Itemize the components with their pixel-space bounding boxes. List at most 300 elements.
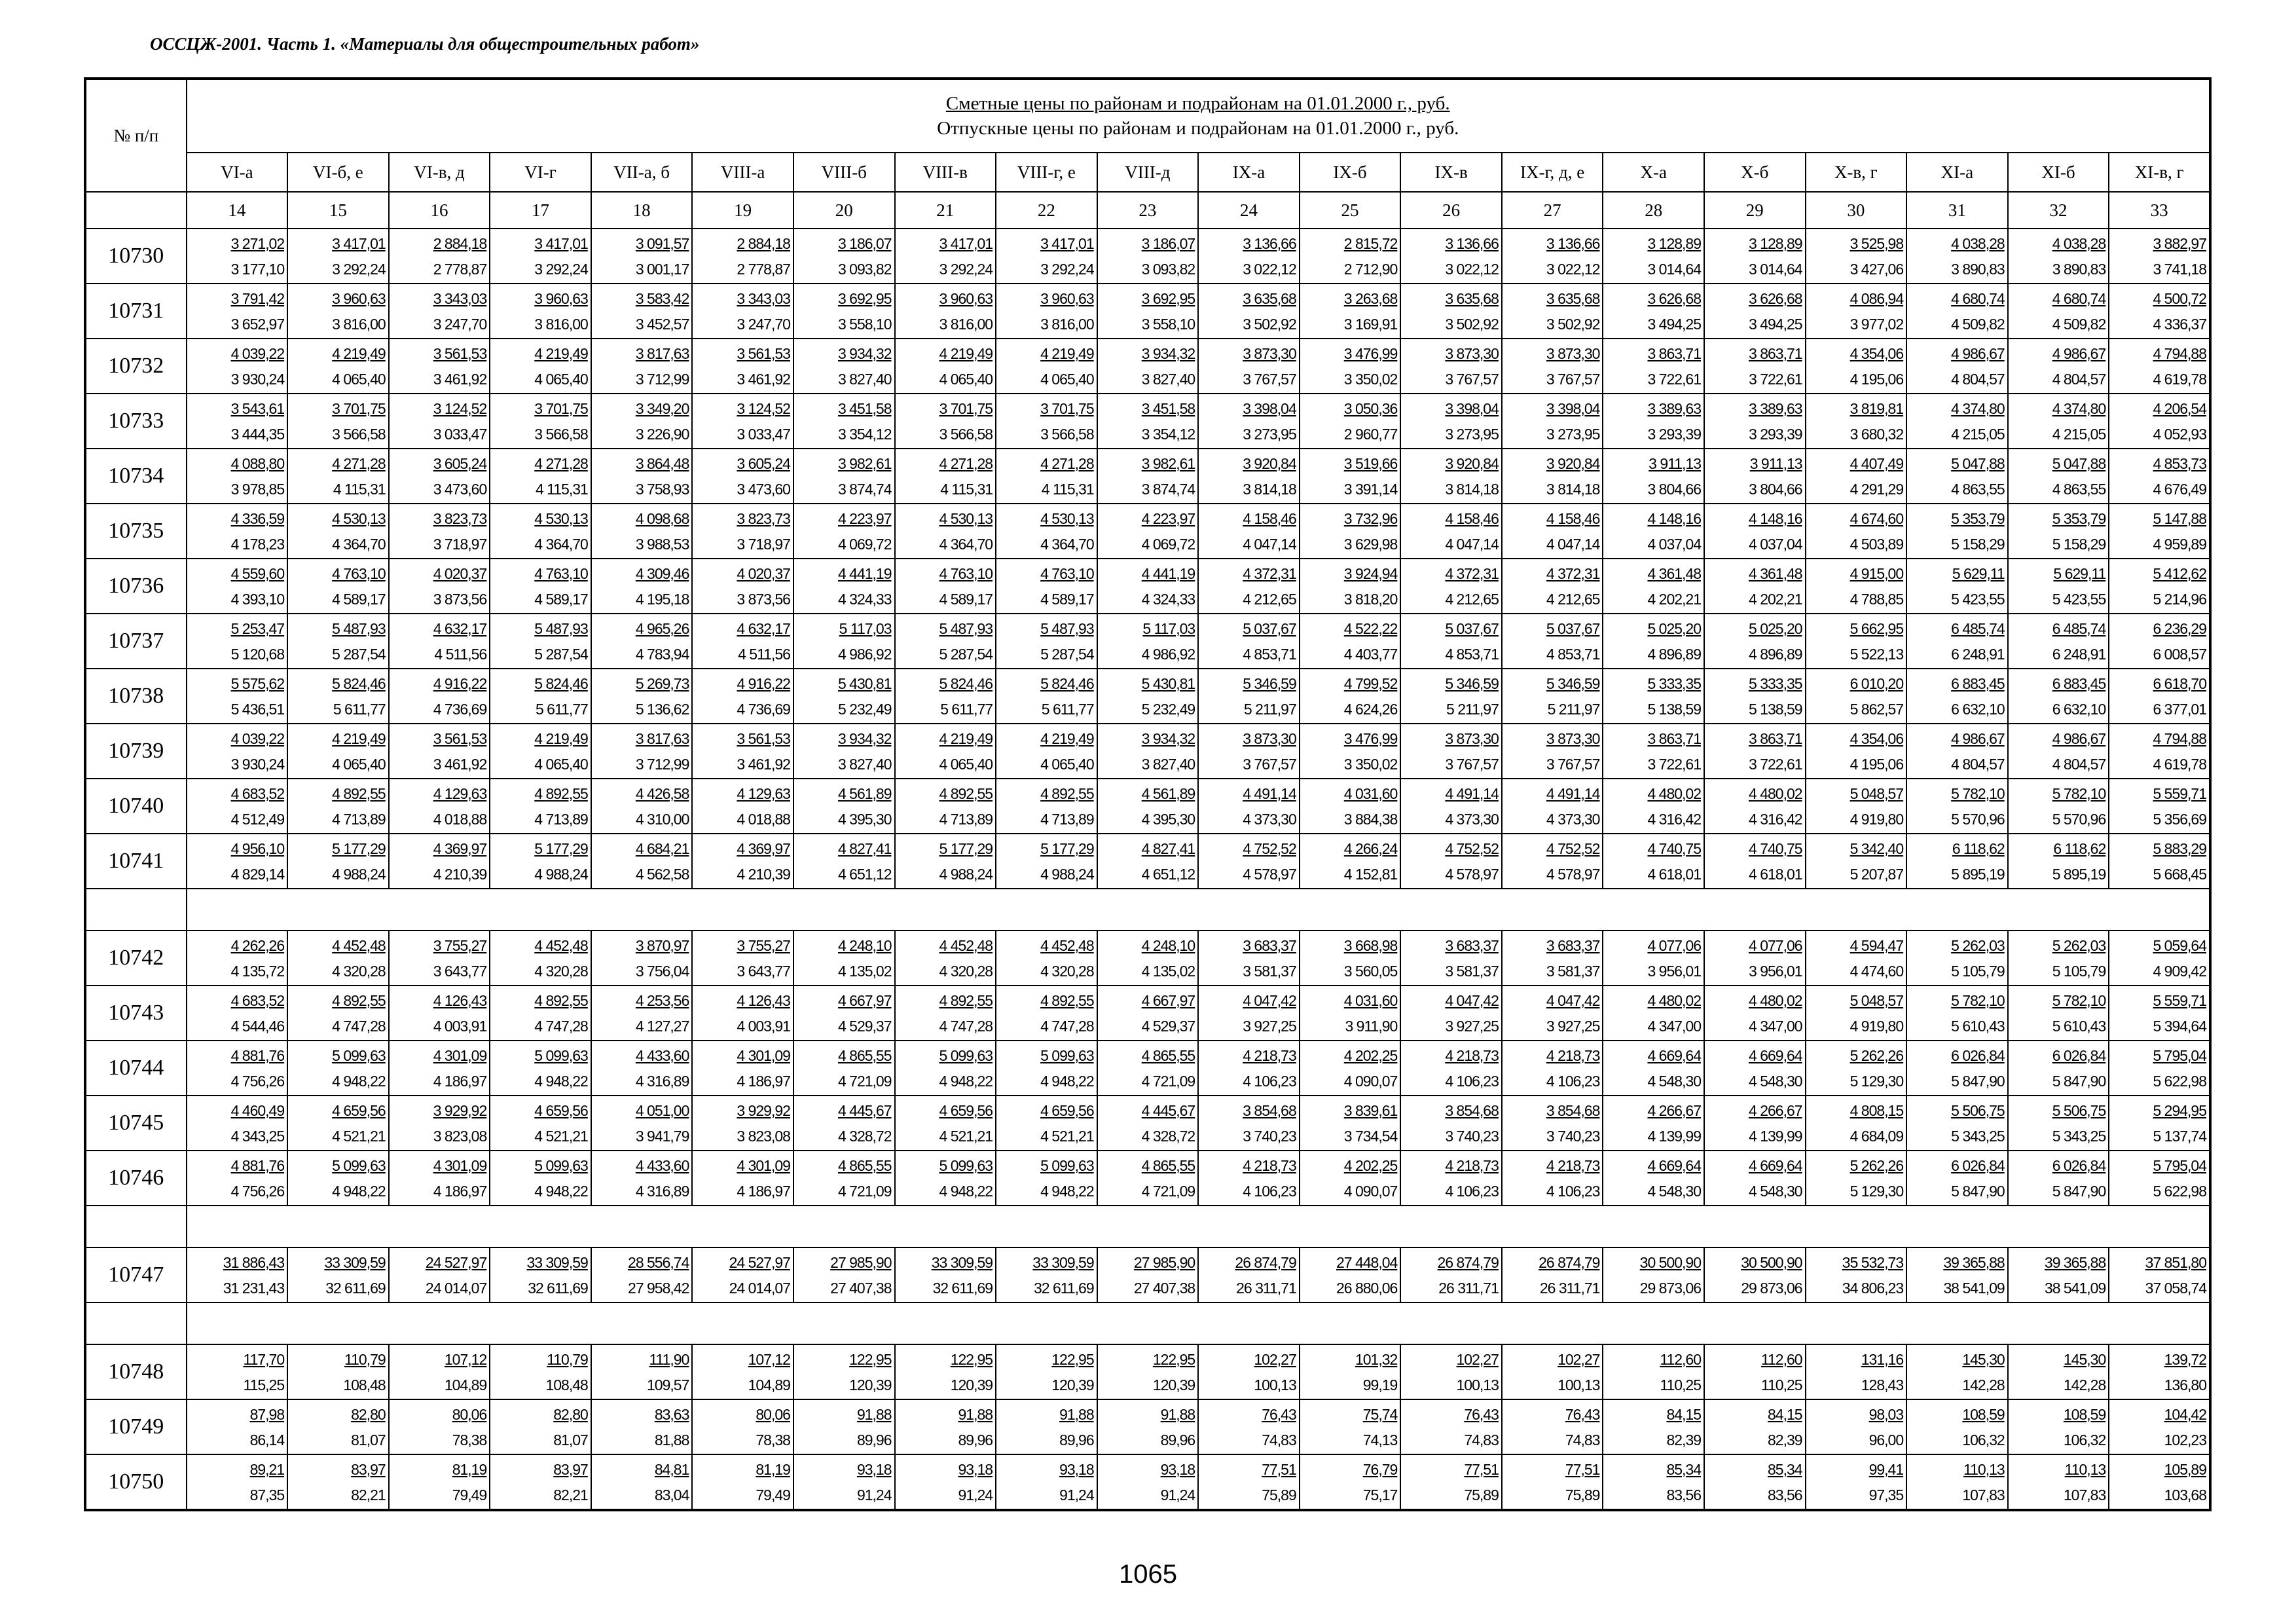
estimated-price: 82,80 (351, 1406, 386, 1423)
row-number: 10747 (85, 1247, 187, 1302)
price-cell (1603, 1041, 1704, 1096)
price-cell (287, 284, 389, 339)
release-price: 4 373,30 (1243, 811, 1296, 828)
release-price: 5 611,77 (1041, 701, 1094, 718)
release-price: 3 816,00 (939, 316, 993, 333)
release-price: 3 818,20 (1343, 591, 1398, 608)
column-header: VIII-б (793, 153, 895, 192)
estimated-price: 4 223,97 (1141, 510, 1195, 527)
release-price: 5 343,25 (2052, 1128, 2106, 1145)
release-price: 91,24 (1160, 1486, 1195, 1504)
price-cell (1906, 339, 2008, 394)
price-cell (1097, 1454, 1199, 1510)
row-number: 10745 (85, 1096, 187, 1151)
release-price: 107,83 (1962, 1486, 2005, 1504)
price-cell (1300, 1041, 1401, 1096)
price-cell (692, 449, 793, 504)
release-price: 4 090,07 (1343, 1073, 1398, 1090)
price-cell (1603, 1247, 1704, 1302)
price-cell (1502, 614, 1603, 669)
price-cell (1806, 504, 1907, 559)
estimated-price: 4 369,97 (737, 840, 790, 857)
release-price: 4 215,05 (2052, 426, 2106, 443)
estimated-price: 5 048,57 (1850, 785, 1904, 802)
release-price: 4 195,06 (1850, 756, 1904, 773)
estimated-price: 5 346,59 (1546, 675, 1600, 692)
price-cell (1300, 1151, 1401, 1206)
release-price: 26 311,71 (1236, 1280, 1296, 1297)
column-header: XI-в, г (2109, 153, 2210, 192)
release-price: 3 740,23 (1243, 1128, 1296, 1145)
release-price: 5 622,98 (2153, 1183, 2206, 1200)
table-row (85, 614, 2210, 669)
price-cell (996, 229, 1097, 284)
price-cell (692, 284, 793, 339)
price-cell (793, 229, 895, 284)
release-price: 75,89 (1565, 1486, 1600, 1504)
price-cell (1603, 449, 1704, 504)
price-cell (1300, 229, 1401, 284)
estimated-price: 5 559,71 (2153, 785, 2206, 802)
price-cell (591, 724, 693, 779)
price-cell (692, 1454, 793, 1510)
price-cell (287, 1096, 389, 1151)
release-price: 4 804,57 (1951, 756, 2005, 773)
release-price: 4 548,30 (1647, 1183, 1701, 1200)
release-price: 89,96 (1160, 1431, 1195, 1449)
release-price: 4 713,89 (1040, 811, 1094, 828)
estimated-price: 4 218,73 (1445, 1157, 1499, 1174)
column-header: X-в, г (1806, 153, 1907, 192)
release-price: 4 948,22 (939, 1183, 993, 1200)
estimated-price: 4 301,09 (433, 1157, 487, 1174)
price-cell (490, 669, 591, 724)
estimated-price: 4 881,76 (230, 1157, 285, 1174)
row-number: 10742 (85, 931, 187, 986)
price-cell (1906, 669, 2008, 724)
estimated-price: 4 752,52 (1546, 840, 1600, 857)
price-cell (1400, 1399, 1502, 1454)
estimated-price: 5 099,63 (1040, 1157, 1094, 1174)
price-cell (1502, 1151, 1603, 1206)
column-index: 26 (1400, 192, 1502, 229)
estimated-price: 4 522,22 (1343, 620, 1398, 637)
release-price: 4 127,27 (635, 1018, 689, 1035)
estimated-price: 5 487,93 (1040, 620, 1094, 637)
table-row (85, 1096, 2210, 1151)
release-price: 106,32 (1962, 1431, 2005, 1449)
estimated-price: 4 445,67 (837, 1102, 892, 1119)
estimated-price: 117,70 (243, 1351, 285, 1368)
estimated-price: 98,03 (1868, 1406, 1904, 1423)
release-price: 4 544,46 (230, 1018, 285, 1035)
table-row (85, 669, 2210, 724)
estimated-price: 5 487,93 (534, 620, 588, 637)
release-price: 4 018,88 (737, 811, 790, 828)
price-cell (591, 779, 693, 834)
price-cell (591, 284, 693, 339)
price-cell (1502, 986, 1603, 1041)
release-price: 4 684,09 (1850, 1128, 1904, 1145)
estimated-price: 3 136,66 (1445, 235, 1499, 252)
estimated-price: 4 480,02 (1749, 785, 1802, 802)
price-cell (389, 931, 490, 986)
column-header: X-б (1704, 153, 1806, 192)
price-cell (187, 339, 288, 394)
price-cell (389, 1399, 490, 1454)
estimated-price: 3 683,37 (1445, 937, 1499, 954)
estimated-price: 3 186,07 (837, 235, 892, 252)
estimated-price: 26 874,79 (1539, 1254, 1600, 1271)
price-cell (1300, 834, 1401, 889)
price-cell (1704, 229, 1806, 284)
table-row (85, 1247, 2210, 1302)
estimated-price: 3 343,03 (737, 290, 790, 307)
release-price: 5 211,97 (1446, 701, 1499, 718)
price-cell (1603, 1344, 1704, 1399)
release-price: 5 105,79 (2052, 963, 2106, 980)
release-price: 5 287,54 (534, 646, 588, 663)
release-price: 3 169,91 (1343, 316, 1398, 333)
row-number: 10734 (85, 449, 187, 504)
release-price: 3 930,24 (230, 371, 285, 388)
price-cell (287, 931, 389, 986)
estimated-price: 3 873,30 (1546, 730, 1600, 747)
release-price: 5 343,25 (1951, 1128, 2005, 1145)
release-price: 4 948,22 (332, 1073, 386, 1090)
column-header: VIII-д (1097, 153, 1199, 192)
release-price: 82,39 (1768, 1431, 1802, 1449)
price-cell (1906, 834, 2008, 889)
price-cell (1806, 1041, 1907, 1096)
estimated-price: 3 863,71 (1749, 730, 1802, 747)
estimated-price: 110,79 (547, 1351, 588, 1368)
estimated-price: 4 956,10 (230, 840, 285, 857)
estimated-price: 3 920,84 (1243, 455, 1296, 472)
release-price: 81,07 (351, 1431, 386, 1449)
estimated-price: 4 126,43 (433, 992, 487, 1009)
price-cell (1502, 1096, 1603, 1151)
price-cell (895, 1344, 996, 1399)
price-cell (692, 1151, 793, 1206)
estimated-price: 4 667,97 (1141, 992, 1195, 1009)
price-cell (996, 779, 1097, 834)
price-cell (389, 1247, 490, 1302)
release-price: 4 347,00 (1647, 1018, 1701, 1035)
estimated-price: 4 827,41 (837, 840, 892, 857)
release-price: 24 014,07 (425, 1280, 487, 1297)
release-price: 4 065,40 (332, 371, 386, 388)
price-cell (591, 1454, 693, 1510)
price-cell (287, 1151, 389, 1206)
release-price: 104,89 (748, 1376, 790, 1393)
column-header: VIII-а (692, 153, 793, 192)
release-price: 74,83 (1262, 1431, 1296, 1449)
price-cell (1906, 559, 2008, 614)
release-price: 5 862,57 (1850, 701, 1904, 718)
price-cell (793, 1344, 895, 1399)
estimated-price: 107,12 (748, 1351, 790, 1368)
price-cell (2109, 1151, 2210, 1206)
release-price: 4 511,56 (738, 646, 790, 663)
release-price: 81,07 (553, 1431, 588, 1449)
estimated-price: 4 433,60 (635, 1157, 689, 1174)
price-cell (490, 614, 591, 669)
price-cell (692, 986, 793, 1041)
price-cell (2109, 339, 2210, 394)
price-cell (389, 834, 490, 889)
estimated-price: 4 561,89 (837, 785, 892, 802)
release-price: 27 407,38 (1133, 1280, 1195, 1297)
estimated-price: 6 618,70 (2153, 675, 2206, 692)
estimated-price: 4 372,31 (1546, 565, 1600, 582)
estimated-price: 5 629,11 (2053, 565, 2106, 582)
column-index: 20 (793, 192, 895, 229)
release-price: 3 354,12 (837, 426, 892, 443)
price-cell (996, 559, 1097, 614)
release-price: 5 211,97 (1547, 701, 1600, 718)
estimated-price: 3 476,99 (1343, 345, 1398, 362)
estimated-price: 102,27 (1456, 1351, 1499, 1368)
estimated-price: 4 594,47 (1850, 937, 1904, 954)
estimated-price: 122,95 (849, 1351, 892, 1368)
estimated-price: 89,21 (249, 1461, 285, 1478)
release-price: 82,39 (1666, 1431, 1701, 1449)
release-price: 4 988,24 (1040, 866, 1094, 883)
estimated-price: 5 099,63 (332, 1047, 386, 1064)
estimated-price: 5 883,29 (2153, 840, 2206, 857)
price-cell (591, 559, 693, 614)
release-price: 4 948,22 (534, 1183, 588, 1200)
price-cell (1400, 559, 1502, 614)
release-price: 5 522,13 (1850, 646, 1904, 663)
estimated-price: 83,63 (654, 1406, 689, 1423)
estimated-price: 4 794,88 (2153, 345, 2206, 362)
price-cell (996, 986, 1097, 1041)
estimated-price: 6 485,74 (2052, 620, 2106, 637)
estimated-price: 3 854,68 (1445, 1102, 1499, 1119)
estimated-price: 4 266,67 (1749, 1102, 1802, 1119)
price-cell (591, 229, 693, 284)
price-cell (2008, 394, 2109, 449)
release-price: 3 823,08 (433, 1128, 487, 1145)
estimated-price: 84,15 (1666, 1406, 1701, 1423)
estimated-price: 3 960,63 (534, 290, 588, 307)
estimated-price: 4 219,49 (939, 345, 993, 362)
price-cell (591, 931, 693, 986)
price-cell (1400, 1041, 1502, 1096)
estimated-price: 5 487,93 (939, 620, 993, 637)
price-cell (692, 504, 793, 559)
price-cell (1502, 559, 1603, 614)
estimated-price: 3 626,68 (1647, 290, 1701, 307)
price-cell (2109, 1399, 2210, 1454)
estimated-price: 5 177,29 (332, 840, 386, 857)
price-cell (490, 986, 591, 1041)
price-cell (1300, 779, 1401, 834)
release-price: 2 712,90 (1343, 261, 1398, 278)
price-cell (895, 724, 996, 779)
table-row (85, 1399, 2210, 1454)
row-number: 10736 (85, 559, 187, 614)
estimated-price: 3 692,95 (1141, 290, 1195, 307)
price-cell (692, 1096, 793, 1151)
release-price: 3 927,25 (1546, 1018, 1600, 1035)
price-cell (490, 931, 591, 986)
release-price: 4 065,40 (534, 371, 588, 388)
estimated-price: 3 605,24 (433, 455, 487, 472)
release-price: 4 047,14 (1243, 536, 1296, 553)
release-price: 3 652,97 (230, 316, 285, 333)
price-cell (187, 1041, 288, 1096)
release-price: 3 494,25 (1647, 316, 1701, 333)
price-cell (1198, 229, 1300, 284)
release-price: 6 377,01 (2153, 701, 2206, 718)
estimated-price: 4 433,60 (635, 1047, 689, 1064)
price-cell (1097, 504, 1199, 559)
estimated-price: 4 047,42 (1445, 992, 1499, 1009)
release-price: 4 106,23 (1546, 1183, 1600, 1200)
estimated-price: 3 263,68 (1343, 290, 1398, 307)
release-price: 26 311,71 (1539, 1280, 1600, 1297)
estimated-price: 80,06 (452, 1406, 487, 1423)
price-cell (895, 614, 996, 669)
estimated-price: 4 031,60 (1343, 785, 1398, 802)
release-price: 4 676,49 (2153, 481, 2206, 498)
price-cell (1097, 986, 1199, 1041)
estimated-price: 4 827,41 (1141, 840, 1195, 857)
release-price: 107,83 (2063, 1486, 2106, 1504)
release-price: 4 178,23 (230, 536, 285, 553)
release-price: 3 804,66 (1647, 481, 1701, 498)
estimated-price: 4 020,37 (737, 565, 790, 582)
estimated-price: 4 892,55 (1040, 992, 1094, 1009)
release-price: 3 022,12 (1546, 261, 1600, 278)
release-price: 110,25 (1660, 1376, 1701, 1393)
estimated-price: 77,51 (1464, 1461, 1499, 1478)
estimated-price: 4 683,52 (230, 785, 285, 802)
estimated-price: 5 662,95 (1850, 620, 1904, 637)
price-cell (2008, 986, 2109, 1041)
price-cell (793, 394, 895, 449)
release-price: 108,48 (545, 1376, 588, 1393)
price-cell (1704, 931, 1806, 986)
estimated-price: 3 186,07 (1141, 235, 1195, 252)
estimated-price: 4 262,26 (230, 937, 285, 954)
estimated-price: 4 763,10 (534, 565, 588, 582)
estimated-price: 76,43 (1464, 1406, 1499, 1423)
release-price: 3 722,61 (1647, 756, 1701, 773)
estimated-price: 24 527,97 (425, 1254, 487, 1271)
estimated-price: 33 309,59 (324, 1254, 386, 1271)
estimated-price: 4 452,48 (332, 937, 386, 954)
price-cell (187, 559, 288, 614)
release-price: 5 847,90 (2052, 1073, 2106, 1090)
estimated-price: 5 824,46 (1040, 675, 1094, 692)
release-price: 4 135,02 (837, 963, 892, 980)
price-cell (692, 229, 793, 284)
release-price: 4 988,24 (534, 866, 588, 883)
release-price: 5 570,96 (2052, 811, 2106, 828)
price-cell (1603, 1096, 1704, 1151)
estimated-price: 110,79 (344, 1351, 386, 1368)
price-cell (591, 1344, 693, 1399)
release-price: 3 827,40 (1141, 756, 1195, 773)
estimated-price: 26 874,79 (1437, 1254, 1499, 1271)
price-cell (1198, 779, 1300, 834)
estimated-price: 5 269,73 (635, 675, 689, 692)
row-number: 10730 (85, 229, 187, 284)
price-cell (1603, 1399, 1704, 1454)
price-cell (2109, 504, 2210, 559)
price-cell (2109, 1344, 2210, 1399)
release-price: 3 033,47 (737, 426, 790, 443)
table-row (85, 449, 2210, 504)
release-price: 3 767,57 (1243, 371, 1296, 388)
estimated-price: 5 253,47 (230, 620, 285, 637)
price-cell (287, 614, 389, 669)
release-price: 5 136,62 (635, 701, 689, 718)
estimated-price: 93,18 (958, 1461, 993, 1478)
price-cell (389, 1344, 490, 1399)
price-cell (490, 834, 591, 889)
price-cell (793, 449, 895, 504)
price-cell (692, 724, 793, 779)
release-price: 109,57 (647, 1376, 689, 1393)
estimated-price: 3 823,73 (433, 510, 487, 527)
price-cell (895, 1151, 996, 1206)
release-price: 3 978,85 (230, 481, 285, 498)
price-cell (1400, 779, 1502, 834)
estimated-price: 4 219,49 (332, 345, 386, 362)
price-cell (389, 449, 490, 504)
estimated-price: 4 219,49 (534, 345, 588, 362)
price-cell (1502, 339, 1603, 394)
release-price: 4 393,10 (230, 591, 285, 608)
estimated-price: 3 635,68 (1445, 290, 1499, 307)
release-price: 4 829,14 (230, 866, 285, 883)
release-price: 3 629,98 (1343, 536, 1398, 553)
estimated-price: 4 372,31 (1445, 565, 1499, 582)
release-price: 4 988,24 (939, 866, 993, 883)
release-price: 6 632,10 (1951, 701, 2005, 718)
column-index: 15 (287, 192, 389, 229)
price-cell (2008, 559, 2109, 614)
price-cell (591, 339, 693, 394)
price-cell (1704, 1096, 1806, 1151)
release-price: 3 956,01 (1749, 963, 1802, 980)
price-cell (187, 394, 288, 449)
release-price: 3 816,00 (534, 316, 588, 333)
release-price: 32 611,69 (1034, 1280, 1094, 1297)
estimated-price: 4 218,73 (1445, 1047, 1499, 1064)
estimated-price: 4 047,42 (1546, 992, 1600, 1009)
estimated-price: 4 865,55 (837, 1047, 892, 1064)
release-price: 4 320,28 (939, 963, 993, 980)
price-cell (1603, 931, 1704, 986)
price-cell (187, 1454, 288, 1510)
price-cell (389, 1096, 490, 1151)
price-cell (1198, 986, 1300, 1041)
price-cell (2008, 724, 2109, 779)
estimated-price: 77,51 (1565, 1461, 1600, 1478)
price-cell (1806, 1096, 1907, 1151)
price-cell (2109, 834, 2210, 889)
price-cell (895, 986, 996, 1041)
estimated-price: 4 680,74 (2052, 290, 2106, 307)
estimated-price: 3 817,63 (635, 345, 689, 362)
release-price: 103,68 (2164, 1486, 2206, 1504)
